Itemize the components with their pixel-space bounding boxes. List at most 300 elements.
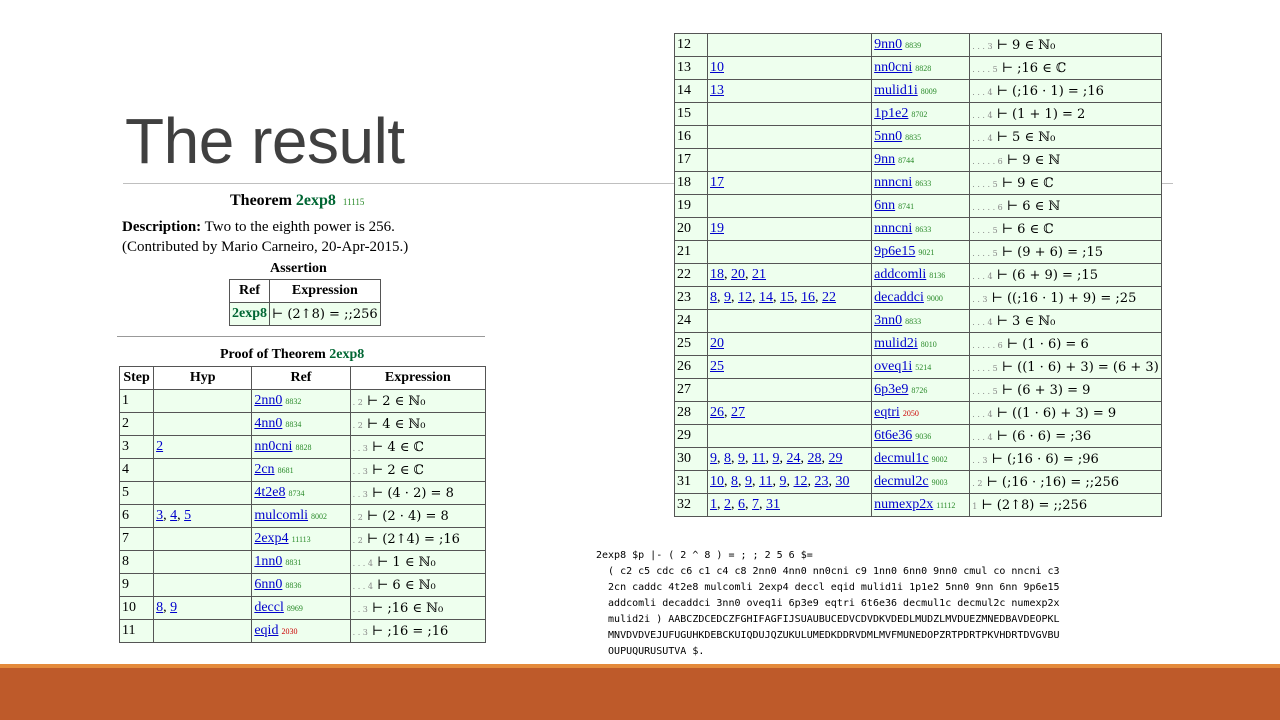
hyp-link[interactable]: 24 <box>786 451 801 466</box>
ref-number: 2050 <box>902 409 919 418</box>
proof-row <box>675 57 1162 80</box>
indent-level: . . . 4 <box>972 317 993 327</box>
proof-row <box>675 356 1162 379</box>
hyp-link[interactable]: 1 <box>710 497 718 512</box>
proof-step: 5 <box>120 482 154 505</box>
section-divider <box>117 336 485 337</box>
proof-hyp <box>154 574 252 597</box>
code-line: OUPUQURUSUTVA $. <box>596 646 705 657</box>
proof-ref <box>872 126 970 149</box>
ref-link[interactable]: 2nn0 <box>254 393 283 408</box>
hyp-link[interactable]: 26 <box>710 405 725 420</box>
proof-expression <box>350 390 485 413</box>
ref-number: 8741 <box>898 202 915 211</box>
description-text: Two to the eighth power is 256. <box>204 219 395 235</box>
indent-level: . . 3 <box>352 489 368 499</box>
proof-row <box>675 195 1162 218</box>
proof-ref <box>252 620 350 643</box>
proof-expression <box>350 482 485 505</box>
hyp-link[interactable]: 12 <box>738 290 753 305</box>
indent-level: . . . 4 <box>972 271 993 281</box>
ref-link[interactable]: decaddci <box>874 290 924 305</box>
ref-number: 8002 <box>311 512 328 521</box>
proof-expression <box>970 57 1162 80</box>
proof-hyp <box>154 620 252 643</box>
ref-number: 8836 <box>285 581 302 590</box>
proof-step: 8 <box>120 551 154 574</box>
proof-expression <box>970 195 1162 218</box>
expression-text: ⊢ (2↑4) = ;16 <box>366 531 460 547</box>
ref-number: 9003 <box>931 478 948 487</box>
proof-step: 11 <box>120 620 154 643</box>
proof-row <box>675 448 1162 471</box>
proof-col-header: Ref <box>252 367 350 390</box>
indent-level: . 2 <box>352 420 363 430</box>
proof-ref <box>872 172 970 195</box>
proof-hyp <box>154 528 252 551</box>
hyp-link[interactable]: 18 <box>710 267 725 282</box>
ref-link[interactable]: 1nn0 <box>254 554 283 569</box>
expression-text: ⊢ 6 ∈ ℕ₀ <box>377 577 436 593</box>
code-line: ( c2 c5 cdc c6 c1 c4 c8 2nn0 4nn0 nn0cni c9 1nn0 6nn0 9nn0 cmul co nncni c3 <box>596 566 1060 577</box>
ref-number: 8633 <box>915 179 932 188</box>
proof-expression <box>970 425 1162 448</box>
ref-number: 2030 <box>281 627 298 636</box>
ref-link[interactable]: 9nn0 <box>874 37 903 52</box>
ref-link[interactable]: eqtri <box>874 405 900 420</box>
indent-level: . . . . 5 <box>972 225 998 235</box>
code-line: addcomli decaddci 3nn0 oveq1i 6p3e9 eqtri 6t6e36 decmul1c decmul2c numexp2x <box>596 598 1060 609</box>
ref-link[interactable]: mulid1i <box>874 83 918 98</box>
proof-row <box>675 425 1162 448</box>
proof-hyp <box>708 379 872 402</box>
proof-step: 13 <box>675 57 708 80</box>
hyp-link[interactable]: 9 <box>170 600 178 615</box>
hyp-link[interactable]: 9 <box>779 474 787 489</box>
indent-level: . . . . . 6 <box>972 202 1003 212</box>
ref-link[interactable]: mulid2i <box>874 336 918 351</box>
proof-hyp <box>154 436 252 459</box>
proof-row <box>120 551 486 574</box>
expression-text: ⊢ (1 + 1) = 2 <box>996 106 1086 122</box>
expression-text: ⊢ (2 · 4) = 8 <box>366 508 449 524</box>
proof-step: 4 <box>120 459 154 482</box>
hyp-link[interactable]: 9 <box>724 290 732 305</box>
ref-number: 8831 <box>285 558 302 567</box>
expression-text: ⊢ 9 ∈ ℕ₀ <box>996 37 1056 53</box>
indent-level: . . 3 <box>352 627 368 637</box>
expression-text: ⊢ (;16 · 1) = ;16 <box>996 83 1104 99</box>
ref-link[interactable]: 2exp4 <box>254 531 289 546</box>
ref-number: 9002 <box>931 455 948 464</box>
expression-text: ⊢ ((1 · 6) + 3) = 9 <box>996 405 1117 421</box>
proof-col-header: Hyp <box>154 367 252 390</box>
expression-text: ⊢ 4 ∈ ℕ₀ <box>366 416 426 432</box>
ref-link[interactable]: nnncni <box>874 221 913 236</box>
expression-text: ⊢ (4 · 2) = 8 <box>372 485 454 501</box>
proof-hyp <box>708 149 872 172</box>
proof-ref <box>252 436 350 459</box>
proof-expression <box>970 333 1162 356</box>
expression-text: ⊢ ;16 ∈ ℕ₀ <box>372 600 444 616</box>
ref-link[interactable]: nnncni <box>874 175 913 190</box>
proof-hyp: 8, 9 <box>154 597 252 620</box>
assertion-expr-text: (2↑8) = ;;256 <box>287 306 378 322</box>
hyp-link[interactable]: 29 <box>828 451 843 466</box>
proof-row <box>675 241 1162 264</box>
ref-number: 8010 <box>920 340 937 349</box>
expression-text: ⊢ (6 + 9) = ;15 <box>996 267 1098 283</box>
ref-link[interactable]: decmul1c <box>874 451 929 466</box>
proof-hyp <box>708 103 872 126</box>
proof-row <box>120 597 486 620</box>
proof-step: 24 <box>675 310 708 333</box>
ref-number: 8136 <box>929 271 946 280</box>
proof-row <box>675 471 1162 494</box>
ref-number: 8835 <box>905 133 922 142</box>
proof-ref <box>872 264 970 287</box>
proof-expression <box>350 528 485 551</box>
indent-level: . . . . . 6 <box>972 156 1003 166</box>
proof-hyp <box>154 390 252 413</box>
proof-expression <box>350 551 485 574</box>
hyp-link[interactable]: 3 <box>156 508 164 523</box>
proof-expression <box>970 287 1162 310</box>
proof-step: 17 <box>675 149 708 172</box>
hyp-link[interactable]: 19 <box>710 221 725 236</box>
hyp-link[interactable]: 28 <box>807 451 822 466</box>
expression-text: ⊢ (;16 · 6) = ;96 <box>991 451 1099 467</box>
expression-text: ⊢ ((1 · 6) + 3) = (6 + 3) <box>1001 359 1159 375</box>
expression-text: ⊢ 9 ∈ ℕ <box>1006 152 1061 168</box>
ref-link[interactable]: deccl <box>254 600 284 615</box>
ref-link[interactable]: eqid <box>254 623 279 638</box>
proof-heading <box>220 347 364 363</box>
hyp-link[interactable]: 23 <box>814 474 829 489</box>
proof-step: 2 <box>120 413 154 436</box>
indent-level: . 2 <box>972 478 983 488</box>
proof-step: 6 <box>120 505 154 528</box>
indent-level: . . 3 <box>352 466 368 476</box>
proof-expression <box>970 126 1162 149</box>
proof-hyp <box>708 241 872 264</box>
proof-hyp <box>154 551 252 574</box>
proof-step: 31 <box>675 471 708 494</box>
proof-hyp <box>708 218 872 241</box>
hyp-link[interactable]: 10 <box>710 474 725 489</box>
proof-hyp: 10, 8, 9, 11, 9, 12, 23, 30 <box>708 471 872 494</box>
proof-row <box>675 287 1162 310</box>
proof-ref <box>252 528 350 551</box>
indent-level: . . 3 <box>352 604 368 614</box>
ref-link[interactable]: addcomli <box>874 267 927 282</box>
proof-ref <box>872 218 970 241</box>
indent-level: . . . . . 6 <box>972 340 1003 350</box>
proof-row <box>675 310 1162 333</box>
hyp-link[interactable]: 7 <box>752 497 760 512</box>
indent-level: 1 <box>972 501 978 511</box>
hyp-link[interactable]: 9 <box>772 451 780 466</box>
proof-step: 20 <box>675 218 708 241</box>
proof-ref <box>872 471 970 494</box>
ref-link[interactable]: nn0cni <box>874 60 913 75</box>
proof-hyp: 3, 4, 5 <box>154 505 252 528</box>
assertion-col-ref: Ref <box>230 280 270 303</box>
proof-hyp <box>708 356 872 379</box>
indent-level: . . . . 5 <box>972 248 998 258</box>
expression-text: ⊢ 2 ∈ ℂ <box>372 462 424 478</box>
indent-level: . . . . 5 <box>972 386 998 396</box>
proof-expression <box>970 494 1162 517</box>
hyp-link[interactable]: 8 <box>731 474 739 489</box>
ref-number: 8633 <box>915 225 932 234</box>
ref-link[interactable]: 3nn0 <box>874 313 903 328</box>
proof-expression <box>970 471 1162 494</box>
ref-number: 9000 <box>926 294 943 303</box>
indent-level: . 2 <box>352 535 363 545</box>
indent-level: . . . 4 <box>352 581 373 591</box>
ref-link[interactable]: 1p1e2 <box>874 106 909 121</box>
expression-text: ⊢ (;16 · ;16) = ;;256 <box>986 474 1119 490</box>
code-line: mulid2i ) AABCZDCEDCZFGHIFAGFIJSUAUBUCEDVCDVDKVDEDLMUDZLMVDUEZMNEDBAVDEOPKL <box>596 614 1060 625</box>
hyp-link[interactable]: 25 <box>710 359 725 374</box>
hyp-link[interactable]: 17 <box>710 175 725 190</box>
hyp-link[interactable]: 27 <box>731 405 746 420</box>
expression-text: ⊢ (2↑8) = ;;256 <box>981 497 1088 513</box>
proof-step: 12 <box>675 34 708 57</box>
hyp-link[interactable]: 9 <box>738 451 746 466</box>
expression-text: ⊢ 6 ∈ ℂ <box>1001 221 1054 237</box>
proof-row <box>675 172 1162 195</box>
proof-expression <box>970 241 1162 264</box>
proof-expression <box>970 379 1162 402</box>
code-line: MNVDVDVEJUFUGUHKDEBCKUIQDUJQZUKULUMEDKDDRVDMLMVFMUNEDOPZRTPDRTPKVHDRTDVGVBU <box>596 630 1060 641</box>
ref-number: 8744 <box>898 156 915 165</box>
hyp-link[interactable]: 2 <box>724 497 732 512</box>
hyp-link[interactable]: 8 <box>710 290 718 305</box>
proof-step: 7 <box>120 528 154 551</box>
hyp-link[interactable]: 8 <box>724 451 732 466</box>
theorem-number: 11115 <box>342 197 365 207</box>
indent-level: . . . 4 <box>972 87 993 97</box>
proof-step: 14 <box>675 80 708 103</box>
indent-level: . . 3 <box>972 294 988 304</box>
proof-ref <box>252 597 350 620</box>
proof-ref <box>872 494 970 517</box>
turnstile-icon: ⊢ <box>272 306 284 322</box>
footer-bar <box>0 668 1280 720</box>
ref-number: 8839 <box>905 41 922 50</box>
proof-expression <box>970 80 1162 103</box>
proof-heading-name: 2exp8 <box>329 347 365 362</box>
proof-hyp <box>708 310 872 333</box>
assertion-table <box>229 279 381 326</box>
hyp-link[interactable]: 16 <box>801 290 816 305</box>
proof-ref <box>872 103 970 126</box>
hyp-link[interactable]: 15 <box>780 290 795 305</box>
proof-ref <box>252 482 350 505</box>
indent-level: . 2 <box>352 397 363 407</box>
proof-row <box>120 413 486 436</box>
proof-row <box>120 436 486 459</box>
proof-ref <box>252 574 350 597</box>
code-line: 2cn caddc 4t2e8 mulcomli 2exp4 deccl eqid mulid1i 1p1e2 5nn0 9nn 6nn 9p6e15 <box>596 582 1060 593</box>
hyp-link[interactable]: 11 <box>752 451 766 466</box>
ref-link[interactable]: 6nn0 <box>254 577 283 592</box>
hyp-link[interactable]: 20 <box>710 336 725 351</box>
expression-text: ⊢ 2 ∈ ℕ₀ <box>366 393 426 409</box>
proof-row <box>120 505 486 528</box>
ref-number: 8969 <box>286 604 303 613</box>
proof-step: 29 <box>675 425 708 448</box>
hyp-link[interactable]: 14 <box>759 290 774 305</box>
hyp-link[interactable]: 4 <box>170 508 178 523</box>
hyp-link[interactable]: 22 <box>822 290 837 305</box>
indent-level: . . . . 5 <box>972 64 998 74</box>
proof-ref <box>872 287 970 310</box>
indent-level: . . . 4 <box>972 409 993 419</box>
proof-hyp <box>708 425 872 448</box>
ref-number: 8681 <box>277 466 294 475</box>
metamath-source <box>596 548 1060 660</box>
hyp-link[interactable]: 30 <box>835 474 850 489</box>
proof-row <box>120 482 486 505</box>
expression-text: ⊢ ((;16 · 1) + 9) = ;25 <box>991 290 1137 306</box>
ref-number: 11112 <box>936 501 956 510</box>
ref-link[interactable]: mulcomli <box>254 508 309 523</box>
indent-level: . . . 4 <box>352 558 373 568</box>
proof-expression <box>350 574 485 597</box>
code-line: 2exp8 $p |- ( 2 ^ 8 ) = ; ; 2 5 6 $= <box>596 550 813 561</box>
ref-link[interactable]: 2cn <box>254 462 275 477</box>
ref-link[interactable]: decmul2c <box>874 474 929 489</box>
theorem-title <box>230 192 364 210</box>
proof-ref <box>872 57 970 80</box>
proof-col-header: Expression <box>350 367 485 390</box>
proof-row <box>675 218 1162 241</box>
ref-number: 8828 <box>915 64 932 73</box>
proof-step: 32 <box>675 494 708 517</box>
proof-ref <box>872 379 970 402</box>
ref-link[interactable]: numexp2x <box>874 497 934 512</box>
indent-level: . . . 3 <box>972 41 993 51</box>
proof-ref <box>872 402 970 425</box>
expression-text: ⊢ ;16 = ;16 <box>372 623 449 639</box>
hyp-link[interactable]: 9 <box>710 451 718 466</box>
ref-link[interactable]: 9nn <box>874 152 896 167</box>
ref-number: 8828 <box>295 443 312 452</box>
expression-text: ⊢ 5 ∈ ℕ₀ <box>996 129 1056 145</box>
ref-number: 8726 <box>911 386 928 395</box>
proof-step: 30 <box>675 448 708 471</box>
proof-ref <box>872 241 970 264</box>
indent-level: . . . 4 <box>972 432 993 442</box>
proof-ref <box>252 390 350 413</box>
hyp-link[interactable]: 13 <box>710 83 725 98</box>
proof-step: 16 <box>675 126 708 149</box>
proof-row <box>120 574 486 597</box>
hyp-link[interactable]: 21 <box>752 267 767 282</box>
proof-ref <box>872 448 970 471</box>
ref-link[interactable]: nn0cni <box>254 439 293 454</box>
ref-link[interactable]: 4t2e8 <box>254 485 286 500</box>
proof-expression <box>970 356 1162 379</box>
proof-step: 23 <box>675 287 708 310</box>
proof-expression <box>970 34 1162 57</box>
assertion-col-expr: Expression <box>270 280 381 303</box>
proof-row <box>675 103 1162 126</box>
hyp-link[interactable]: 2 <box>156 439 164 454</box>
hyp-link[interactable]: 20 <box>731 267 746 282</box>
ref-link[interactable]: oveq1i <box>874 359 913 374</box>
proof-expression <box>350 459 485 482</box>
proof-ref <box>872 195 970 218</box>
ref-link[interactable]: 9p6e15 <box>874 244 916 259</box>
ref-link[interactable]: 6nn <box>874 198 896 213</box>
proof-hyp <box>708 195 872 218</box>
ref-link[interactable]: 6t6e36 <box>874 428 913 443</box>
proof-ref <box>252 459 350 482</box>
proof-hyp <box>708 34 872 57</box>
hyp-link[interactable]: 10 <box>710 60 725 75</box>
proof-row <box>675 34 1162 57</box>
proof-row <box>675 333 1162 356</box>
proof-row <box>675 402 1162 425</box>
proof-expression <box>350 436 485 459</box>
proof-step: 1 <box>120 390 154 413</box>
proof-ref <box>872 356 970 379</box>
proof-row <box>120 528 486 551</box>
proof-table-left <box>119 366 486 643</box>
proof-step: 15 <box>675 103 708 126</box>
proof-hyp <box>154 482 252 505</box>
ref-link[interactable]: 6p3e9 <box>874 382 909 397</box>
hyp-link[interactable]: 12 <box>793 474 808 489</box>
hyp-link[interactable]: 6 <box>738 497 746 512</box>
proof-expression <box>350 413 485 436</box>
expression-text: ⊢ 3 ∈ ℕ₀ <box>996 313 1056 329</box>
proof-hyp: 9, 8, 9, 11, 9, 24, 28, 29 <box>708 448 872 471</box>
proof-ref <box>872 80 970 103</box>
proof-step: 10 <box>120 597 154 620</box>
hyp-link[interactable]: 9 <box>745 474 753 489</box>
proof-hyp: 1, 2, 6, 7, 31 <box>708 494 872 517</box>
hyp-link[interactable]: 5 <box>184 508 192 523</box>
hyp-link[interactable]: 31 <box>766 497 781 512</box>
expression-text: ⊢ ;16 ∈ ℂ <box>1001 60 1067 76</box>
ref-number: 11113 <box>291 535 311 544</box>
proof-step: 9 <box>120 574 154 597</box>
ref-number: 8833 <box>905 317 922 326</box>
hyp-link[interactable]: 8 <box>156 600 164 615</box>
proof-expression <box>350 505 485 528</box>
proof-step: 3 <box>120 436 154 459</box>
ref-link[interactable]: 5nn0 <box>874 129 903 144</box>
proof-ref <box>252 551 350 574</box>
proof-row <box>675 126 1162 149</box>
ref-link[interactable]: 4nn0 <box>254 416 283 431</box>
assertion-heading: Assertion <box>270 261 327 276</box>
ref-number: 8832 <box>285 397 302 406</box>
proof-ref <box>872 310 970 333</box>
description-label: Description: <box>122 219 202 235</box>
proof-row <box>675 80 1162 103</box>
proof-ref <box>872 425 970 448</box>
expression-text: ⊢ 4 ∈ ℂ <box>372 439 424 455</box>
hyp-link[interactable]: 11 <box>759 474 773 489</box>
proof-hyp <box>708 57 872 80</box>
proof-hyp <box>154 459 252 482</box>
